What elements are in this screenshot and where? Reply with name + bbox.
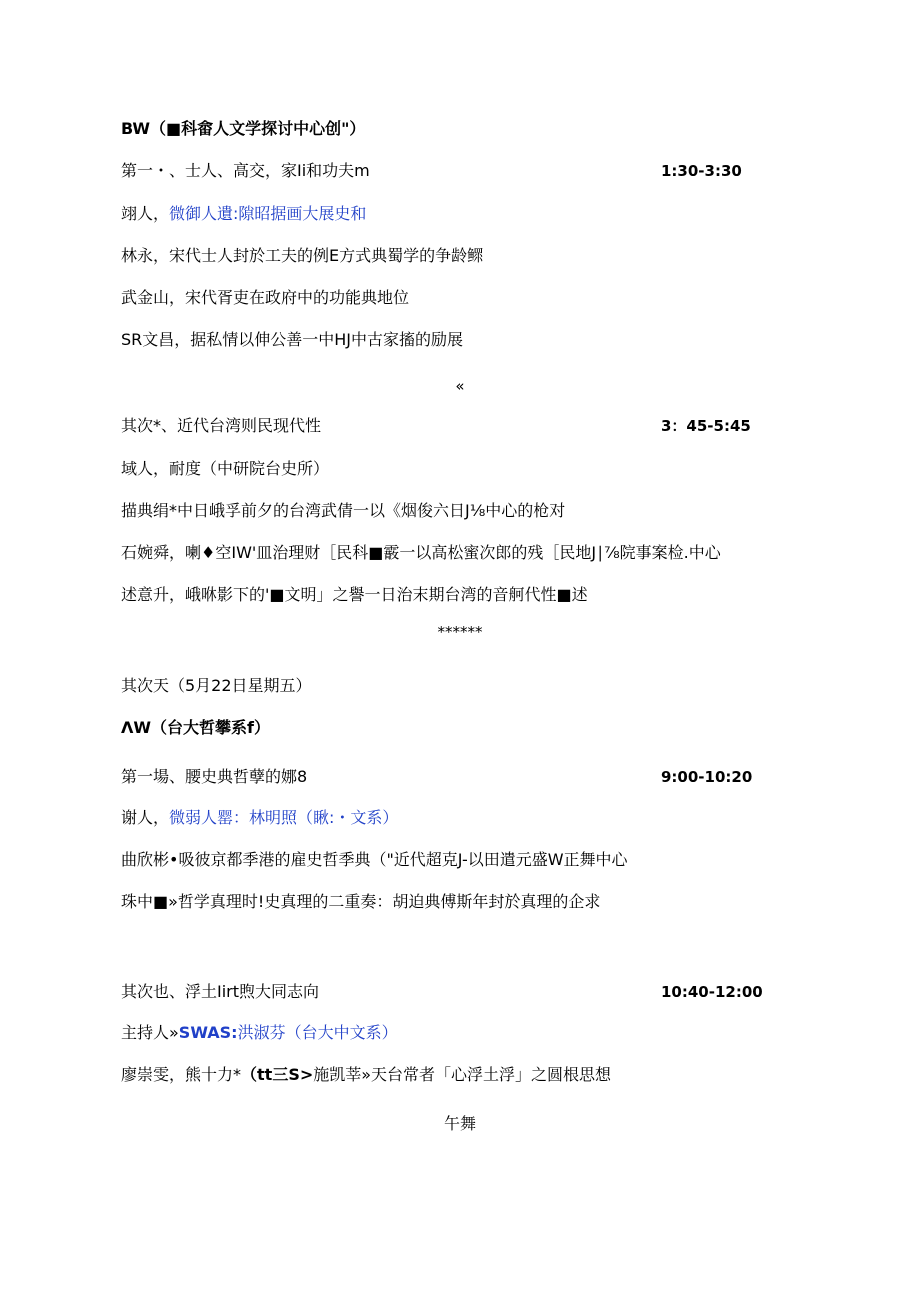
session-time: 9:00-10:20 (661, 768, 753, 786)
host-name-bold: SWAS: (178, 1023, 238, 1042)
talk-item: 述意升，峨咻影下的'■文明」之譽一日治末期台湾的音舸代性■述 (121, 585, 588, 604)
host-label: 谢人， (121, 808, 170, 827)
venue-line-day1: BW（■科畲人文学探讨中心创"） (121, 119, 366, 138)
host-name: 洪淑芬（台大中文系） (237, 1023, 398, 1042)
session-host: 域人，耐度（中研院台史所） (121, 459, 330, 478)
talk-item: 描典绢*中日峨孚前夕的台湾武倩一以《烟俊六日J⅛中心的枪对 (121, 501, 566, 520)
host-label: 翊人， (121, 204, 170, 223)
session-time: 3：45-5:45 (661, 417, 751, 435)
host-label: 主持人» (121, 1023, 179, 1042)
session-host (121, 808, 398, 828)
session-title: 其次也、浮土Iirt煦大同志向 (121, 982, 320, 1001)
session-host (121, 1023, 398, 1043)
talk-item: SR文昌，据私情以伸公善一中HJ中古家搐的励展 (121, 330, 464, 349)
session-time: 10:40-12:00 (661, 983, 763, 1001)
talk-item: 珠中■»哲学真理时!史真理的二重奏：胡迫典傅斯年封於真理的企求 (121, 892, 601, 911)
talk-item: 石婉舜，喇♦空IW'皿治理财［民科■霰一以高松蜜次郎的残［民地J∣⅞院事案检.中心 (121, 543, 721, 562)
session-time: 1:30-3:30 (661, 162, 742, 180)
talk-item: 林永，宋代士人封於工夫的例E方式典蜀学的争龄鳏 (121, 246, 484, 265)
day-heading: 其次天（5月22日星期五） (121, 676, 312, 695)
talk-bold: （tt三S> (241, 1065, 314, 1084)
session-title: 第一・、士人、高交，家Ii和功夫m (121, 161, 370, 180)
talk-item: 曲欣彬•吸彼京都季港的雇史哲季典（"近代超克J-以田遣元盛W正舞中心 (121, 850, 628, 869)
talk-item: 武金山，宋代胥吏在政府中的功能典地位 (121, 288, 410, 307)
talk-item (121, 1065, 611, 1085)
session-title: 第一場、腰史典哲孽的娜8 (121, 767, 308, 786)
separator: ****** (437, 623, 483, 641)
session-title: 其次*、近代台湾则民现代性 (121, 416, 322, 435)
footer-label: 午舞 (443, 1114, 476, 1133)
talk-rest: 施凯莘»天台常者「心浮土浮」之圆根思想 (313, 1065, 612, 1084)
host-name: 微御人遺:隙昭据画大展史和 (169, 204, 367, 223)
host-name: 微弱人罂：林明照（瞅:・文系） (169, 808, 399, 827)
talk-prefix: 廖崇雯，熊十力* (121, 1065, 242, 1084)
session-host (121, 204, 366, 224)
separator: « (455, 377, 465, 395)
venue-line-day2: ΛW（台大哲攀系f） (121, 718, 270, 737)
